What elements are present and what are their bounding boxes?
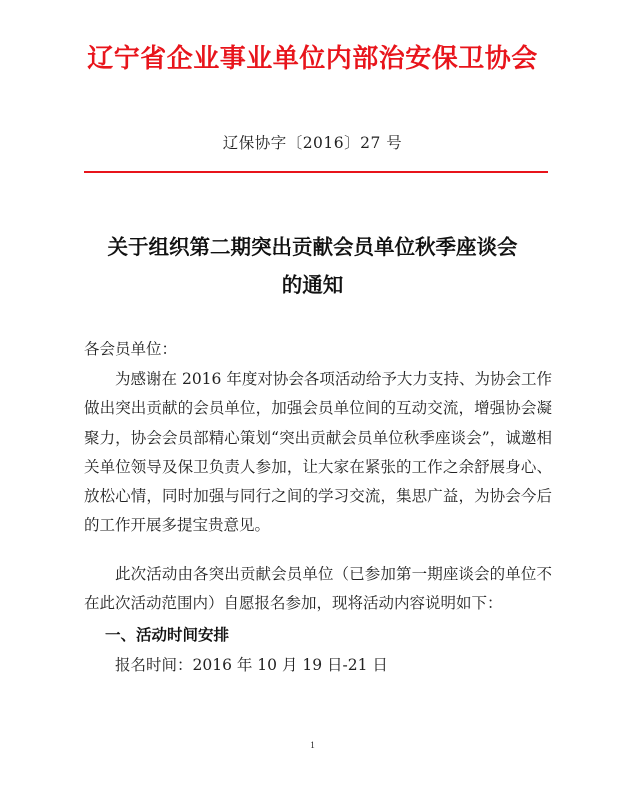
page-number: 1 [310, 740, 315, 750]
notice-title-line-1: 关于组织第二期突出贡献会员单位秋季座谈会 [107, 235, 518, 259]
salutation: 各会员单位： [84, 340, 178, 358]
notice-title-line-2: 的通知 [281, 273, 344, 297]
paragraph-1: 为感谢在 2016 年度对协会各项活动给予大力支持、为协会工作做出突出贡献的会员单位，加强会员单位间的互动交流，增强协会凝聚力，协会会员部精心策划“突出贡献会员单位秋季座谈会”，诚邀相关单位领导及保卫负责人参加，让大家在紧张的工作之余舒展身心、放松心情，同时加强与同行之间的学习交流，集思广益，为协会今后的工作开展多提宝贵意见。 [84, 370, 552, 535]
paragraph-2: 此次活动由各突出贡献会员单位（已参加第一期座谈会的单位不在此次活动范围内）自愿报名参加，现将活动内容说明如下： [84, 565, 552, 613]
organization-header: 辽宁省企业事业单位内部治安保卫协会 [87, 44, 538, 74]
document-number: 辽保协字〔2016〕27 号 [222, 134, 403, 152]
notice-title [0, 228, 625, 304]
red-divider-line [84, 171, 548, 173]
registration-time: 报名时间：2016 年 10 月 19 日-21 日 [115, 656, 388, 674]
section-heading-schedule: 一、活动时间安排 [105, 626, 230, 644]
